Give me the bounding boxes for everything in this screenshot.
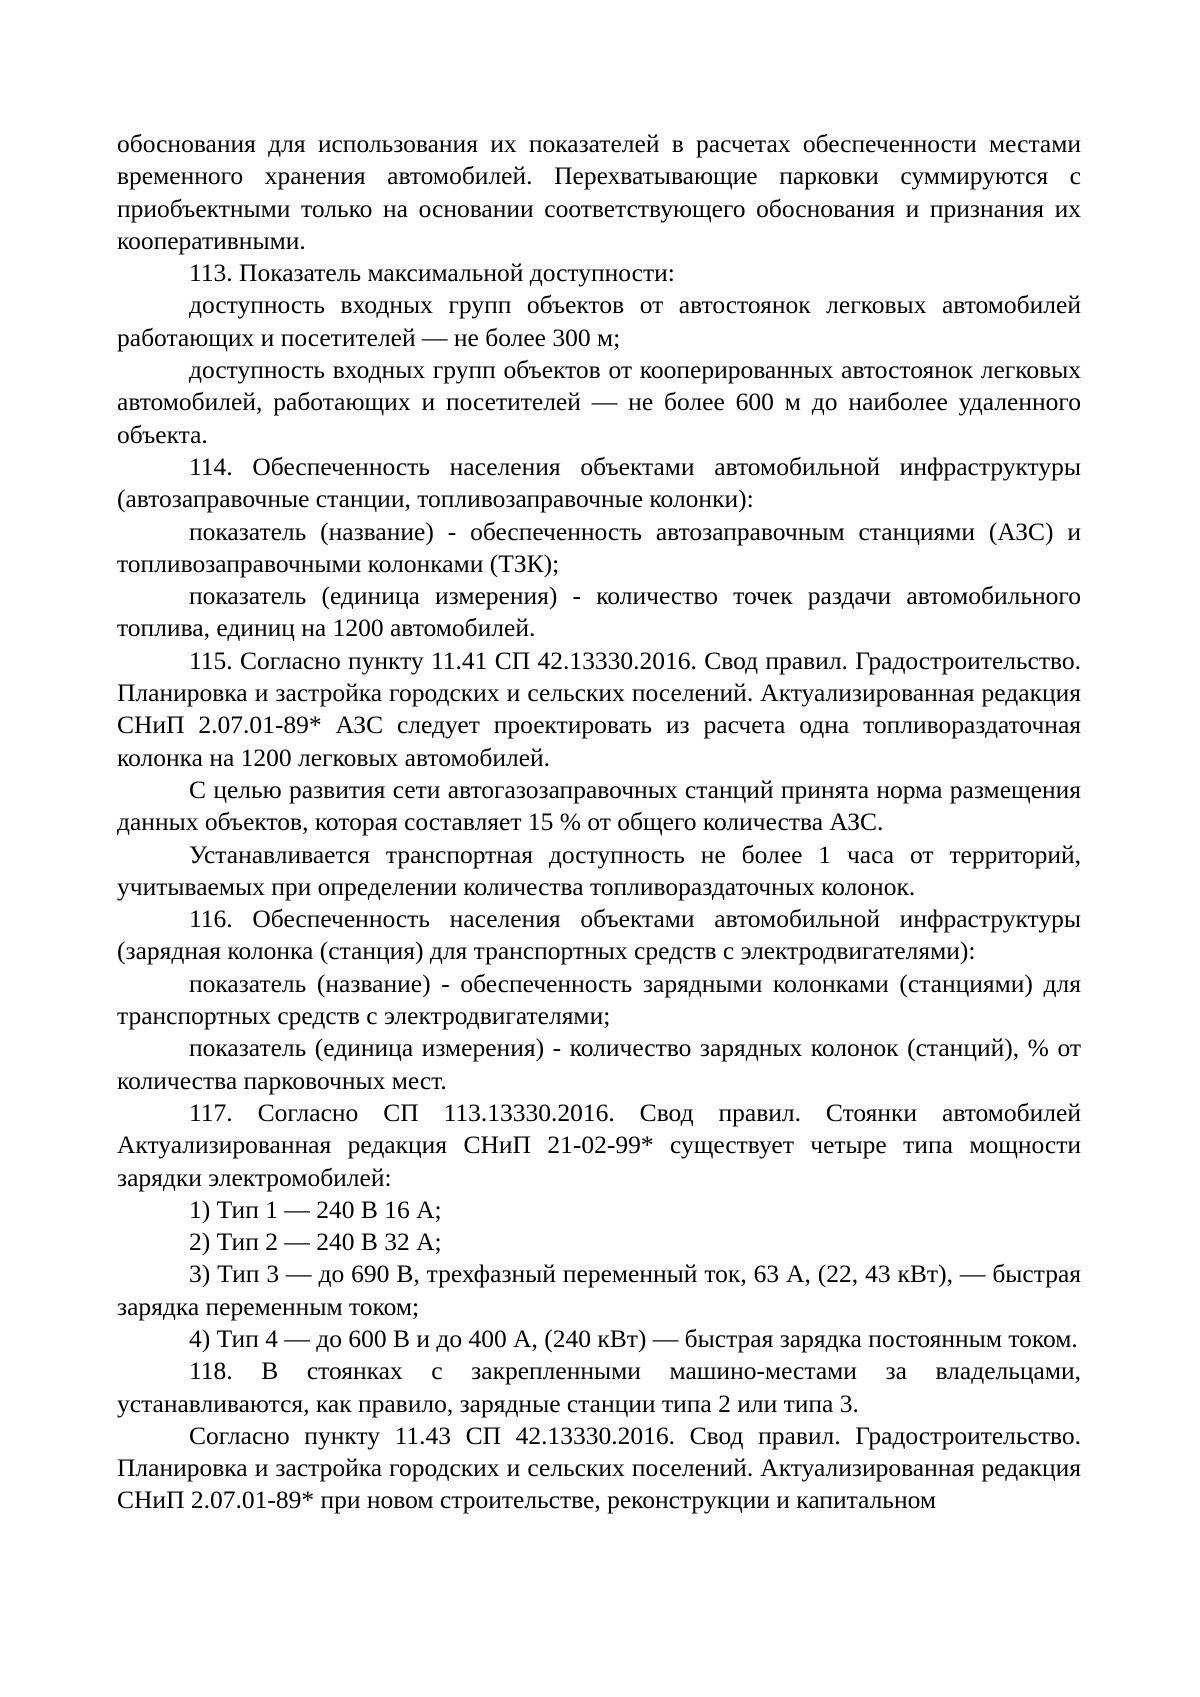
paragraph-continuation: обоснования для использования их показателей в расчетах обеспеченности местами временного хранения автомобилей. Перехватывающие парковки суммируются с приобъектными только на основании соответствующего обоснования и признания их кооперативными.	[117, 129, 1081, 255]
paragraph-116: 116. Обеспеченность населения объектами автомобильной инфраструктуры (зарядная колонка (станция) для транспортных средств с электродвигателями):	[117, 904, 1081, 966]
paragraph-115: 115. Согласно пункту 11.41 СП 42.13330.2016. Свод правил. Градостроительство. Планировка и застройка городских и сельских поселений. Актуализированная редакция СНиП 2.07.01-89* АЗС следует проектировать из расчета одна топливораздаточная колонка на 1200 легковых автомобилей.	[117, 645, 1081, 772]
paragraph-113-parking-access: доступность входных групп объектов от автостоянок легковых автомобилей работающих и посетителей — не более 300 м;	[117, 290, 1081, 352]
paragraph-114-indicator-unit: показатель (единица измерения) - количество точек раздачи автомобильного топлива, единиц на 1200 автомобилей.	[117, 581, 1081, 643]
list-item-type-3: 3) Тип 3 — до 690 В, трехфазный переменный ток, 63 А, (22, 43 кВт), — быстрая зарядка переменным током;	[117, 1259, 1081, 1321]
paragraph-118: 118. В стоянках с закрепленными машино-местами за владельцами, устанавливаются, как правило, зарядные станции типа 2 или типа 3.	[117, 1356, 1081, 1418]
paragraph-116-indicator-name: показатель (название) - обеспеченность зарядными колонками (станциями) для транспортных средств с электродвигателями;	[117, 968, 1081, 1031]
paragraph-115-gas-stations-norm: С целью развития сети автогазозаправочных станций принята норма размещения данных объектов, которая составляет 15 % от общего количества АЗС.	[117, 774, 1081, 837]
paragraph-113-cooperative-access: доступность входных групп объектов от кооперированных автостоянок легковых автомобилей, работающих и посетителей — не более 600 м до наиболее удаленного объекта.	[117, 355, 1081, 449]
paragraph-115-transport-access: Устанавливается транспортная доступность не более 1 часа от территорий, учитываемых при определении количества топливораздаточных колонок.	[117, 839, 1081, 901]
list-item-type-4: 4) Тип 4 — до 600 В и до 400 А, (240 кВт) — быстрая зарядка постоянным током.	[189, 1323, 1078, 1353]
paragraph-114-indicator-name: показатель (название) - обеспеченность автозаправочным станциями (АЗС) и топливозаправочными колонками (ТЗК);	[117, 516, 1081, 578]
list-item-type-1: 1) Тип 1 — 240 В 16 А;	[189, 1194, 442, 1224]
paragraph-114: 114. Обеспеченность населения объектами автомобильной инфраструктуры (автозаправочные станции, топливозаправочные колонки):	[117, 451, 1081, 514]
paragraph-113: 113. Показатель максимальной доступности:	[189, 258, 675, 288]
paragraph-117: 117. Согласно СП 113.13330.2016. Свод правил. Стоянки автомобилей Актуализированная редакция СНиП 21-02-99* существует четыре типа мощности зарядки электромобилей:	[117, 1097, 1081, 1192]
list-item-type-2: 2) Тип 2 — 240 В 32 А;	[189, 1227, 442, 1257]
paragraph-118-continued: Согласно пункту 11.43 СП 42.13330.2016. Свод правил. Градостроительство. Планировка и застройка городских и сельских поселений. Актуализированная редакция СНиП 2.07.01-89* при новом строительстве, реконструкции и капитальном	[117, 1420, 1081, 1515]
document-page	[117, 128, 1081, 1517]
paragraph-116-indicator-unit: показатель (единица измерения) - количество зарядных колонок (станций), % от количества парковочных мест.	[117, 1033, 1081, 1095]
